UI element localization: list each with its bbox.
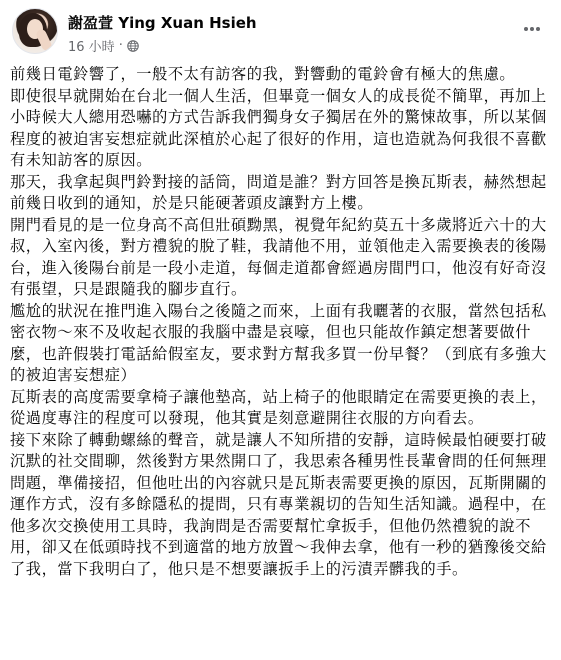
more-options-button[interactable] bbox=[517, 14, 547, 44]
post-paragraph: 接下來除了轉動螺絲的聲音，就是讓人不知所措的安靜，這時候最怕硬要打破沉默的社交間聊，然後對方果然開口了，我思索各種男性長輩會問的任何無理問題，準備接招，但他吐出的內容就只是瓦斯表需要更換的原因，瓦斯開關的運作方式，沒有多餘隱私的提問，只有專業親切的告知生活知識。過程中，在他多次交換使用工具時，我詢問是否需要幫忙拿扳手，但他仍然禮貌的說不用，卻又在低頭時找不到適當的地方放置～我伸去拿，他有一秒的猶豫後交給了我，當下我明白了，他只是不想要讓扳手上的污漬弄髒我的手。 bbox=[10, 430, 547, 578]
meta-separator: · bbox=[118, 38, 123, 53]
avatar-arm bbox=[35, 28, 53, 52]
post-header bbox=[0, 0, 561, 62]
post-paragraph: 那天，我拿起與門鈴對接的話筒，問道是誰？對方回答是換瓦斯表，赫然想起前幾日收到的通知，於是只能硬著頭皮讓對方上樓。 bbox=[10, 172, 547, 212]
post-paragraph: 即使很早就開始在台北一個人生活，但畢竟一個女人的成長從不簡單，再加上小時候大人總用恐嚇的方式告訴我們獨身女子獨居在外的驚悚故事，所以某個程度的被迫害妄想症就此深植於心起了很好的作用，這也造就為何我很不喜歡有未知訪客的原因。 bbox=[10, 86, 547, 169]
post-body bbox=[10, 64, 555, 580]
post-timestamp[interactable]: 16 小時 bbox=[68, 40, 115, 55]
more-horizontal-icon bbox=[522, 19, 542, 39]
post-paragraph: 開門看見的是一位身高不高但壯碩黝黑，視覺年紀約莫五十多歲將近六十的大叔，入室內後，對方禮貌的脫了鞋，我請他不用，並領他走入需要換表的後陽台，進入後陽台前是一段小走道，每個走道都會經過房間門口，他沒有好奇沒有張望，只是跟隨我的腳步直行。 bbox=[10, 215, 547, 298]
globe-icon[interactable] bbox=[127, 40, 139, 52]
post-paragraph: 尷尬的狀況在推門進入陽台之後隨之而來，上面有我曬著的衣服，當然包括私密衣物～來不及收起衣服的我腦中盡是哀嚎，但也只能故作鎮定想著要做什麼，也許假裝打電話給假室友，要求對方幫我多買一份早餐？（到底有多強大的被迫害妄想症） bbox=[10, 301, 547, 384]
author-name[interactable]: 謝盈萱 Ying Xuan Hsieh bbox=[68, 14, 257, 32]
post-paragraph: 前幾日電鈴響了，一般不太有訪客的我，對響動的電鈴會有極大的焦慮。 bbox=[10, 65, 516, 83]
author-avatar[interactable] bbox=[12, 8, 58, 54]
post-paragraph: 瓦斯表的高度需要拿椅子讓他墊高，站上椅子的他眼睛定在需要更換的表上，從過度專注的程度可以發現，他其實是刻意避開往衣服的方向看去。 bbox=[10, 387, 547, 427]
post-meta bbox=[68, 36, 139, 55]
